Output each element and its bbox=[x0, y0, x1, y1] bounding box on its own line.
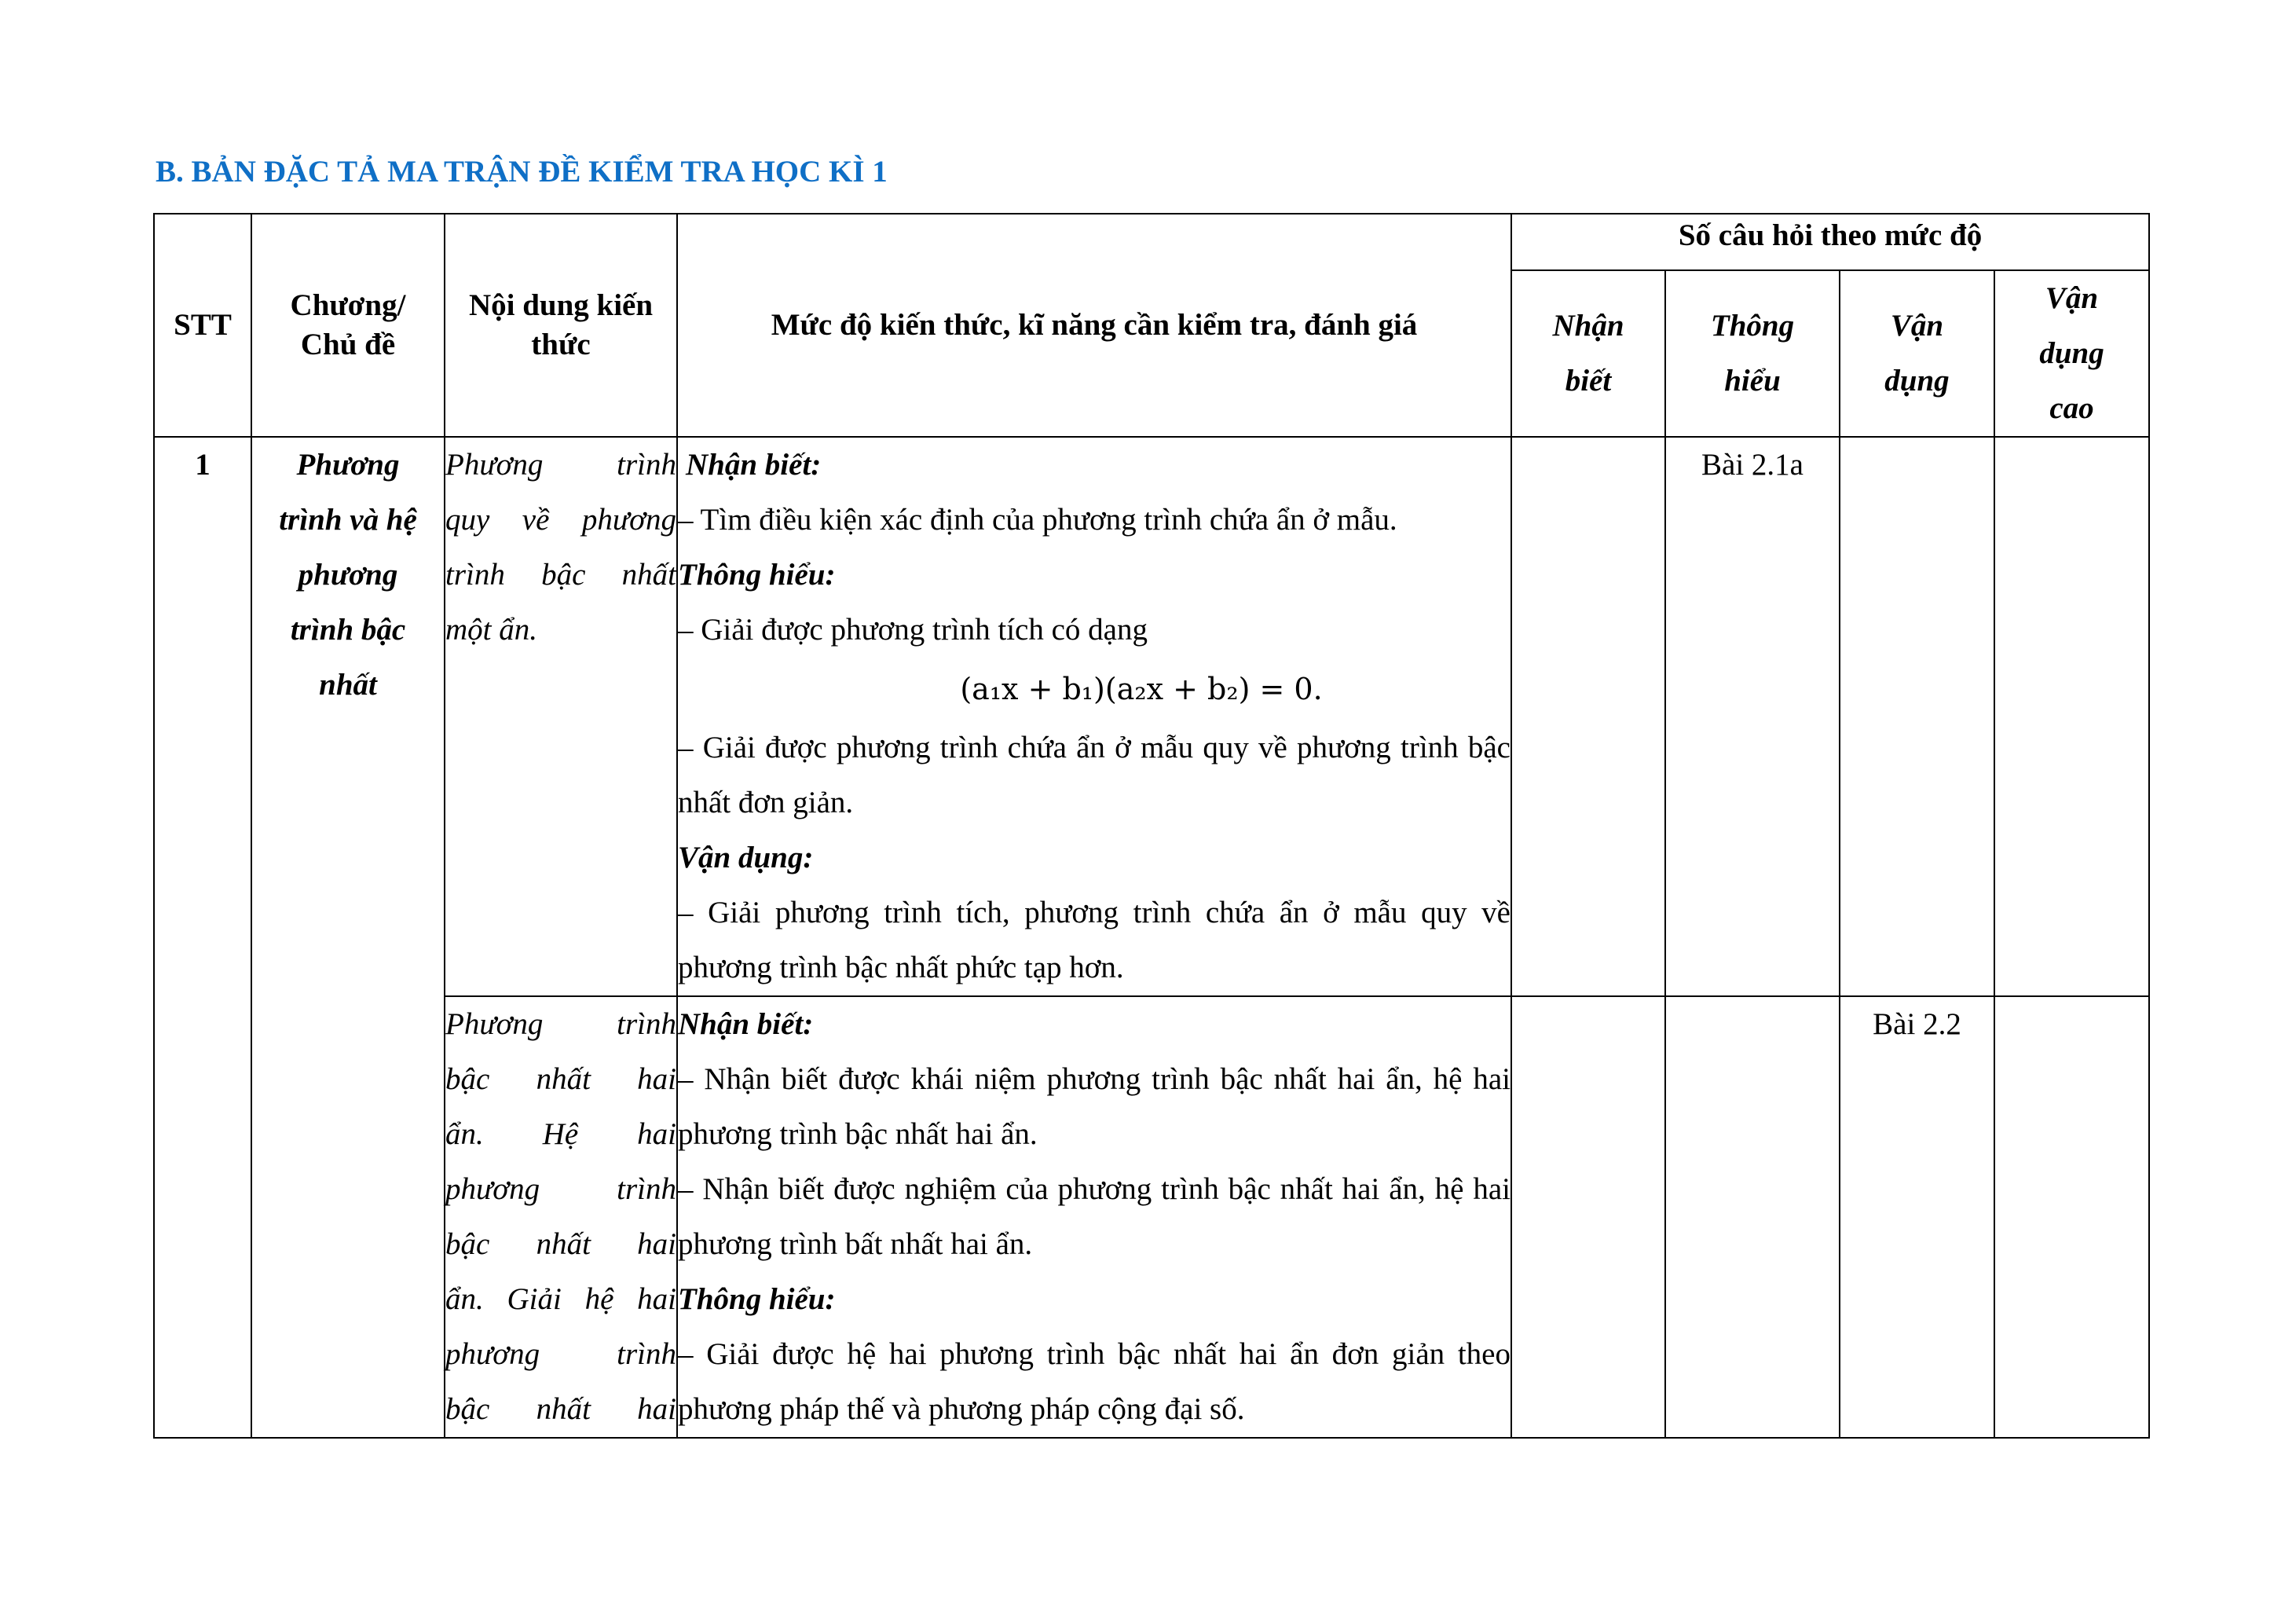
description-text: – Giải được phương trình chứa ẩn ở mẫu quy về phương trình bậc nhất đơn giản. bbox=[678, 731, 1511, 819]
header-content: Nội dung kiến thức bbox=[445, 214, 677, 437]
count-van-dung: Bài 2.2 bbox=[1840, 996, 1994, 1438]
level-label-nhan-biet: Nhận biết: bbox=[686, 448, 822, 482]
formula bbox=[678, 658, 1511, 720]
header-level-van-dung-cao: Vận dụng cao bbox=[1994, 270, 2149, 437]
header-level-van-dung: Vận dụng bbox=[1840, 270, 1994, 437]
page-heading: B. BẢN ĐẶC TẢ MA TRẬN ĐỀ KIỂM TRA HỌC KÌ 1 bbox=[156, 155, 888, 189]
description-cell bbox=[677, 437, 1511, 996]
description-text: – Nhận biết được khái niệm phương trình bậc nhất hai ẩn, hệ hai phương trình bậc nhất hai ẩn. bbox=[678, 1062, 1511, 1151]
content-cell: Phương trình quy về phương trình bậc nhất một ẩn. bbox=[445, 437, 677, 996]
formula-text: (a₁x + b₁)(a₂x + b₂) = 0. bbox=[960, 672, 1323, 706]
count-thong-hieu: Bài 2.1a bbox=[1665, 437, 1840, 996]
header-row-1 bbox=[154, 214, 2149, 270]
header-description: Mức độ kiến thức, kĩ năng cần kiểm tra, đánh giá bbox=[677, 214, 1511, 437]
count-nhan-biet bbox=[1511, 437, 1665, 996]
description-text: – Giải được hệ hai phương trình bậc nhất hai ẩn đơn giản theo phương pháp thế và phương pháp cộng đại số. bbox=[678, 1337, 1511, 1426]
content-cell: Phương trình bậc nhất hai ẩn. Hệ hai phương trình bậc nhất hai ẩn. Giải hệ hai phương trình bậc nhất hai bbox=[445, 996, 677, 1438]
description-text: – Tìm điều kiện xác định của phương trình chứa ẩn ở mẫu. bbox=[678, 503, 1397, 537]
table-row bbox=[154, 996, 2149, 1438]
count-nhan-biet bbox=[1511, 996, 1665, 1438]
chapter-cell: Phương trình và hệ phương trình bậc nhất bbox=[251, 437, 445, 1438]
header-levels-group: Số câu hỏi theo mức độ bbox=[1511, 214, 2149, 270]
description-text: – Giải phương trình tích, phương trình chứa ẩn ở mẫu quy về phương trình bậc nhất phức tạp hơn. bbox=[678, 896, 1511, 984]
table-row bbox=[154, 437, 2149, 996]
specification-matrix-table bbox=[153, 213, 2150, 1439]
header-level-thong-hieu: Thông hiểu bbox=[1665, 270, 1840, 437]
level-label-thong-hieu: Thông hiểu: bbox=[678, 558, 836, 592]
stt-cell: 1 bbox=[154, 437, 251, 1438]
header-stt: STT bbox=[154, 214, 251, 437]
description-text: – Nhận biết được nghiệm của phương trình bậc nhất hai ẩn, hệ hai phương trình bất nhất hai ẩn. bbox=[678, 1172, 1511, 1261]
description-cell bbox=[677, 996, 1511, 1438]
level-label-thong-hieu: Thông hiểu: bbox=[678, 1282, 836, 1316]
level-label-van-dung: Vận dụng: bbox=[678, 841, 814, 874]
level-label-nhan-biet: Nhận biết: bbox=[678, 1007, 814, 1041]
count-van-dung-cao bbox=[1994, 996, 2149, 1438]
count-van-dung-cao bbox=[1994, 437, 2149, 996]
count-van-dung bbox=[1840, 437, 1994, 996]
header-level-nhan-biet: Nhận biết bbox=[1511, 270, 1665, 437]
count-thong-hieu bbox=[1665, 996, 1840, 1438]
description-text: – Giải được phương trình tích có dạng bbox=[678, 613, 1148, 647]
header-chapter: Chương/ Chủ đề bbox=[251, 214, 445, 437]
